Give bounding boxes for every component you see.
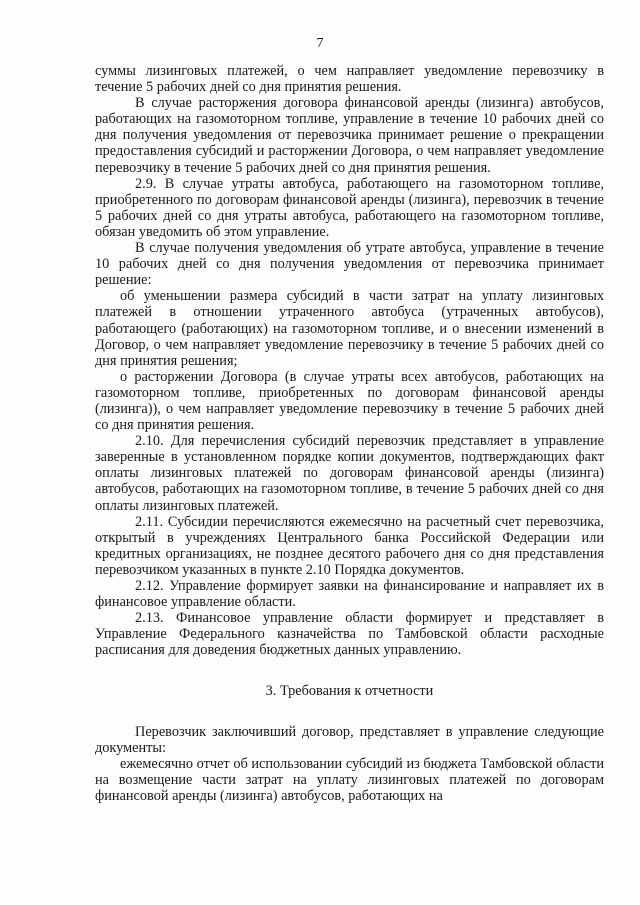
paragraph-2-13: 2.13. Финансовое управление области формирует и представляет в Управление Федерального казначейства по Тамбовской области расходные расписания для доведения бюджетных данных управлению. [95, 610, 604, 659]
paragraph-continuation: суммы лизинговых платежей, о чем направляет уведомление перевозчику в течение 5 рабочих дней со дня принятия решения. [95, 63, 604, 96]
paragraph-2-11: 2.11. Субсидии перечисляются ежемесячно на расчетный счет перевозчика, открытый в учреждениях Центрального банка Российской Федерации или кредитных организациях, не позднее десятого рабочего дня со дня представления перевозчиком указанных в пункте 2.10 Порядка документов. [95, 513, 604, 578]
section-heading: 3. Требования к отчетности [265, 683, 434, 700]
document-body [95, 63, 604, 804]
page-number: 7 [316, 36, 324, 51]
paragraph-reporting-intro: Перевозчик заключивший договор, представляет в управление следующие документы: [95, 723, 604, 756]
paragraph-subsidy-reduction: об уменьшении размера субсидий в части затрат на уплату лизинговых платежей в отношении утраченного автобуса (утраченных автобусов), работающего (работающих) на газомоторном топливе, и о внесении изменений в Договор, о чем направляет уведомление перевозчику в течение 5 рабочих дней со дня принятия решения; [95, 288, 604, 369]
paragraph-contract-termination: о расторжении Договора (в случае утраты всех автобусов, работающих на газомоторном топливе, приобретенных по договорам финансовой аренды (лизинга)), о чем направляет уведомление перевозчику в течение 5 рабочих дней со дня принятия решения. [95, 368, 604, 434]
paragraph-monthly-report: ежемесячно отчет об использовании субсидий из бюджета Тамбовской области на возмещение части затрат на уплату лизинговых платежей по договорам финансовой аренды (лизинга) автобусов, работающих на [95, 755, 604, 804]
paragraph-loss-notification: В случае получения уведомления об утрате автобуса, управление в течение 10 рабочих дней со дня получения уведомления от перевозчика принимает решение: [95, 240, 604, 289]
paragraph-lease-termination: В случае расторжения договора финансовой аренды (лизинга) автобусов, работающих на газомоторном топливе, управление в течение 10 рабочих дней со дня получения уведомления от перевозчика принимает решение о прекращении предоставления субсидий и расторжении Договора, о чем направляет уведомление перевозчику в течение 5 рабочих дней со дня принятия решения. [95, 95, 604, 176]
paragraph-2-12: 2.12. Управление формирует заявки на финансирование и направляет их в финансовое управление области. [95, 578, 604, 611]
paragraph-2-10: 2.10. Для перечисления субсидий перевозчик представляет в управление заверенные в установленном порядке копии документов, подтверждающих факт оплаты лизинговых платежей по договорам финансовой аренды (лизинга) автобусов, работающих на газомоторном топливе, в течение 5 рабочих дней со дня оплаты лизинговых платежей. [95, 433, 604, 514]
paragraph-2-9: 2.9. В случае утраты автобуса, работающего на газомоторном топливе, приобретенного по договорам финансовой аренды (лизинга), перевозчик в течение 5 рабочих дней со дня утраты автобуса, работающего на газомоторном топливе, обязан уведомить об этом управление. [95, 175, 604, 240]
